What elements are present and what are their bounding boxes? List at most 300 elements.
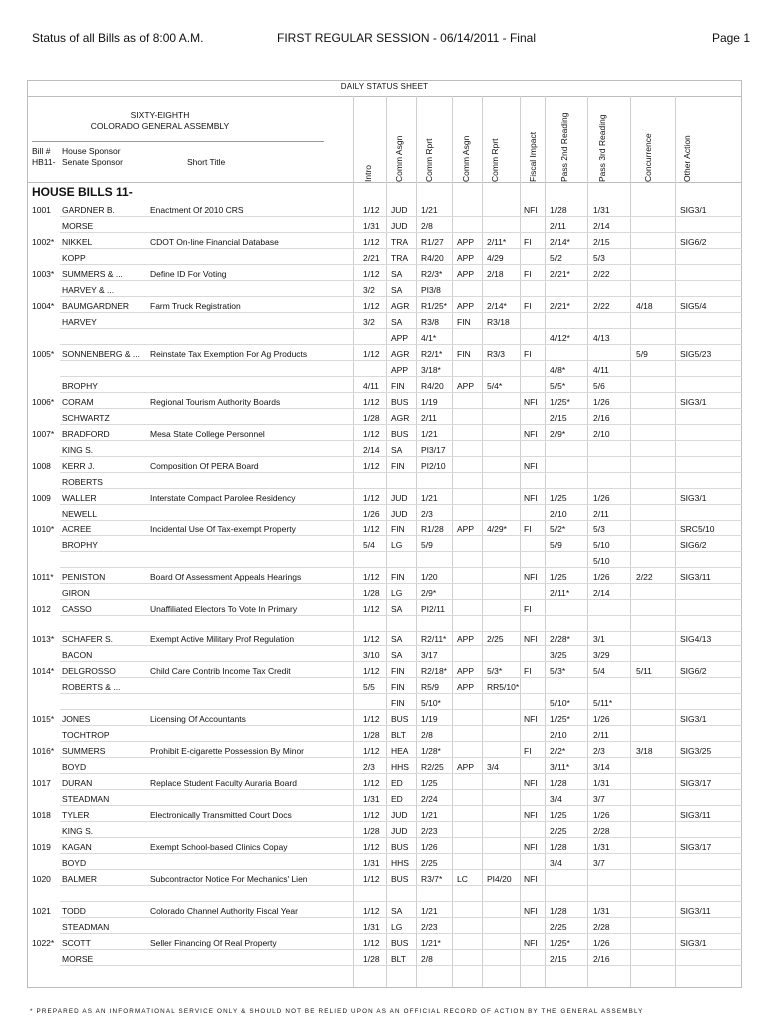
cell-asgn1: FIN [391, 682, 405, 692]
cell-asgn1: JUD [391, 509, 408, 519]
table-row [0, 952, 770, 966]
cell-intro: 1/26 [363, 509, 380, 519]
table-row [0, 491, 770, 505]
cell-other: SIG3/1 [680, 397, 707, 407]
row-divider [60, 232, 742, 233]
cell-intro: 1/12 [363, 301, 380, 311]
row-divider [60, 376, 742, 377]
cell-asgn1: SA [391, 604, 403, 614]
cell-rprt2: 5/3* [487, 666, 503, 676]
header-pass-3rd-reading: Pass 3rd Reading [597, 114, 607, 182]
cell-rprt1: 2/23 [421, 826, 438, 836]
cell-p2: 1/25 [550, 493, 567, 503]
cell-intro: 1/28 [363, 826, 380, 836]
cell-p2: 5/2* [550, 524, 566, 534]
row-divider [60, 312, 742, 313]
cell-rprt1: 1/21 [421, 493, 438, 503]
cell-rprt1: 1/28* [421, 746, 441, 756]
cell-rprt1: 1/21 [421, 429, 438, 439]
cell-asgn1: FIN [391, 461, 405, 471]
cell-asgn1: LG [391, 588, 403, 598]
cell-other: SIG3/1 [680, 714, 707, 724]
cell-p3: 1/31 [593, 205, 610, 215]
cell-asgn1: SA [391, 906, 403, 916]
bill-number-label: Bill # [32, 146, 51, 156]
cell-p2: 5/5* [550, 381, 566, 391]
cell-p2: 3/4 [550, 794, 562, 804]
cell-p2: 3/25 [550, 650, 567, 660]
header-comm-asgn-2: Comm Asgn [461, 135, 471, 182]
cell-rprt1: R4/20 [421, 381, 444, 391]
cell-rprt1: R3/8 [421, 317, 439, 327]
cell-asgn2: APP [457, 666, 475, 676]
cell-rprt1: 2/8 [421, 954, 433, 964]
cell-other: SIG4/13 [680, 634, 712, 644]
disclaimer-footer: * PREPARED AS AN INFORMATIONAL SERVICE ONLY & SHOULD NOT BE RELIED UPON AS AN OFFICIAL RECORD OF ACTION BY THE GENERAL ASSEMBLY [30, 1008, 644, 1015]
cell-asgn1: JUD [391, 493, 408, 503]
cell-conc: 5/9 [636, 349, 648, 359]
cell-asgn1: TRA [391, 253, 408, 263]
row-divider [60, 520, 742, 521]
cell-intro: 1/12 [363, 397, 380, 407]
cell-asgn1: FIN [391, 698, 405, 708]
table-row [0, 808, 770, 822]
cell-asgn1: FIN [391, 524, 405, 534]
cell-p2: 2/11 [550, 221, 566, 231]
cell-asgn1: AGR [391, 349, 410, 359]
cell-sponsor: DURAN [62, 778, 93, 788]
table-row [0, 379, 770, 393]
row-divider [60, 280, 742, 281]
cell-rprt1: 1/21 [421, 205, 438, 215]
cell-bill: 1006* [32, 397, 55, 407]
cell-fi: NFI [524, 429, 538, 439]
cell-rprt1: PI2/10 [421, 461, 446, 471]
header-other-action: Other Action [682, 135, 692, 182]
cell-intro: 4/11 [363, 381, 379, 391]
cell-title: Electronically Transmitted Court Docs [150, 810, 292, 820]
cell-title: Regional Tourism Authority Boards [150, 397, 281, 407]
row-divider [60, 344, 742, 345]
cell-p3: 2/11 [593, 730, 609, 740]
cell-p2: 2/2* [550, 746, 566, 756]
table-row [0, 680, 770, 694]
cell-p3: 4/11 [593, 365, 609, 375]
cell-bill: 1002* [32, 237, 55, 247]
cell-p3: 1/26 [593, 397, 610, 407]
cell-bill: 1021 [32, 906, 51, 916]
cell-bill: 1020 [32, 874, 51, 884]
cell-sponsor: BOYD [62, 762, 87, 772]
row-divider [60, 757, 742, 758]
cell-other: SIG3/1 [680, 493, 707, 503]
cell-p3: 5/10 [593, 556, 610, 566]
cell-other: SIG5/4 [680, 301, 707, 311]
cell-rprt1: R2/1* [421, 349, 443, 359]
cell-p2: 2/15 [550, 413, 567, 423]
row-divider [60, 615, 742, 616]
table-row [0, 251, 770, 265]
cell-sponsor: SUMMERS & ... [62, 269, 123, 279]
cell-sponsor: CORAM [62, 397, 94, 407]
cell-sponsor: GARDNER B. [62, 205, 115, 215]
cell-asgn1: BUS [391, 938, 409, 948]
table-row [0, 696, 770, 710]
cell-p2: 2/25 [550, 922, 567, 932]
cell-asgn2: APP [457, 634, 475, 644]
table-row [0, 856, 770, 870]
cell-bill: 1015* [32, 714, 55, 724]
cell-intro: 3/2 [363, 285, 375, 295]
cell-asgn1: SA [391, 317, 403, 327]
cell-p3: 3/7 [593, 794, 605, 804]
row-divider [60, 933, 742, 934]
cell-sponsor: MORSE [62, 954, 94, 964]
cell-p2: 5/3* [550, 666, 566, 676]
cell-fi: FI [524, 301, 532, 311]
table-row [0, 648, 770, 662]
cell-title: Child Care Contrib Income Tax Credit [150, 666, 291, 676]
cell-bill: 1013* [32, 634, 55, 644]
cell-p2: 2/10 [550, 730, 567, 740]
cell-asgn1: APP [391, 365, 409, 375]
cell-rprt1: PI3/17 [421, 445, 446, 455]
cell-bill: 1014* [32, 666, 55, 676]
cell-title: Define ID For Voting [150, 269, 227, 279]
assembly-name: COLORADO GENERAL ASSEMBLY [90, 121, 230, 131]
cell-sponsor: WALLER [62, 493, 97, 503]
cell-title: Mesa State College Personnel [150, 429, 265, 439]
cell-asgn1: SA [391, 285, 403, 295]
cell-p2: 2/21* [550, 301, 570, 311]
table-row [0, 507, 770, 521]
table-row [0, 203, 770, 217]
cell-sponsor: SONNENBERG & ... [62, 349, 140, 359]
cell-intro: 2/14 [363, 445, 380, 455]
cell-asgn1: TRA [391, 237, 408, 247]
cell-rprt1: 1/21* [421, 938, 441, 948]
row-divider [60, 296, 742, 297]
cell-rprt1: 4/1* [421, 333, 437, 343]
cell-p3: 2/11 [593, 509, 609, 519]
header-comm-rprt-1: Comm Rprt [424, 138, 434, 182]
cell-intro: 1/12 [363, 205, 380, 215]
table-row [0, 395, 770, 409]
cell-rprt1: 1/21 [421, 906, 438, 916]
cell-intro: 1/31 [363, 858, 380, 868]
cell-asgn1: JUD [391, 221, 408, 231]
cell-fi: NFI [524, 810, 538, 820]
header-pass-2nd-reading: Pass 2nd Reading [559, 112, 569, 182]
short-title-label: Short Title [187, 157, 226, 167]
house-sponsor-label: House Sponsor [62, 146, 121, 156]
cell-p2: 1/25 [550, 572, 567, 582]
cell-fi: NFI [524, 906, 538, 916]
cell-other: SIG3/11 [680, 906, 711, 916]
row-divider [60, 677, 742, 678]
cell-p3: 5/11* [593, 698, 613, 708]
table-row [0, 744, 770, 758]
cell-bill: 1005* [32, 349, 55, 359]
cell-p2: 3/11* [550, 762, 570, 772]
cell-asgn1: ED [391, 794, 403, 804]
cell-p2: 1/28 [550, 205, 567, 215]
cell-sponsor: KING S. [62, 445, 94, 455]
cell-bill: 1009 [32, 493, 51, 503]
cell-asgn2: APP [457, 253, 475, 263]
cell-rprt1: R2/18* [421, 666, 447, 676]
cell-fi: NFI [524, 461, 538, 471]
cell-fi: NFI [524, 842, 538, 852]
cell-title: Composition Of PERA Board [150, 461, 259, 471]
cell-asgn1: LG [391, 922, 403, 932]
cell-other: SIG3/11 [680, 572, 711, 582]
cell-sponsor: ROBERTS [62, 477, 103, 487]
cell-rprt1: R1/27 [421, 237, 444, 247]
cell-asgn1: FIN [391, 381, 405, 391]
cell-p2: 2/15 [550, 954, 567, 964]
row-divider [60, 360, 742, 361]
cell-sponsor: STEADMAN [62, 922, 110, 932]
cell-sponsor: CASSO [62, 604, 92, 614]
table-row [0, 602, 770, 616]
cell-asgn1: BUS [391, 397, 409, 407]
cell-intro: 1/12 [363, 493, 380, 503]
cell-asgn1: SA [391, 269, 403, 279]
row-divider [60, 551, 742, 552]
cell-p2: 2/14* [550, 237, 570, 247]
cell-sponsor: ACREE [62, 524, 92, 534]
cell-intro: 1/31 [363, 922, 380, 932]
cell-rprt2: 2/11* [487, 237, 507, 247]
row-divider [60, 853, 742, 854]
row-divider [60, 885, 742, 886]
cell-title: Exempt Active Military Prof Regulation [150, 634, 295, 644]
cell-other: SIG5/23 [680, 349, 712, 359]
cell-asgn1: HEA [391, 746, 409, 756]
cell-fi: FI [524, 746, 532, 756]
cell-title: Exempt School-based Clinics Copay [150, 842, 288, 852]
cell-other: SRC5/10 [680, 524, 715, 534]
cell-p3: 1/26 [593, 810, 610, 820]
cell-p2: 4/8* [550, 365, 566, 375]
row-divider [60, 837, 742, 838]
cell-intro: 1/12 [363, 666, 380, 676]
row-divider [60, 488, 742, 489]
cell-conc: 3/18 [636, 746, 653, 756]
table-row [0, 888, 770, 902]
row-divider [60, 328, 742, 329]
row-divider [60, 567, 742, 568]
cell-rprt1: 1/19 [421, 714, 438, 724]
cell-p2: 2/25 [550, 826, 567, 836]
cell-intro: 1/31 [363, 221, 380, 231]
cell-bill: 1016* [32, 746, 55, 756]
cell-rprt2: R3/3 [487, 349, 505, 359]
table-row [0, 586, 770, 600]
cell-p3: 3/7 [593, 858, 605, 868]
cell-intro: 1/12 [363, 349, 380, 359]
cell-title: Prohibit E-cigarette Possession By Minor [150, 746, 305, 756]
table-row [0, 315, 770, 329]
cell-title: Licensing Of Accountants [150, 714, 246, 724]
row-divider [60, 408, 742, 409]
cell-p3: 5/3 [593, 524, 605, 534]
table-row [0, 522, 770, 536]
table-row [0, 331, 770, 345]
cell-rprt1: R3/7* [421, 874, 443, 884]
cell-p3: 4/13 [593, 333, 610, 343]
cell-p3: 1/26 [593, 493, 610, 503]
table-row [0, 427, 770, 441]
cell-rprt1: 3/17 [421, 650, 438, 660]
cell-asgn1: BUS [391, 429, 409, 439]
cell-rprt1: R5/9 [421, 682, 439, 692]
cell-intro: 3/2 [363, 317, 375, 327]
cell-p3: 3/29 [593, 650, 610, 660]
cell-sponsor: MORSE [62, 221, 94, 231]
cell-sponsor: SCHWARTZ [62, 413, 110, 423]
cell-sponsor: BROPHY [62, 381, 98, 391]
cell-p3: 2/22 [593, 269, 610, 279]
cell-rprt1: PI3/8 [421, 285, 441, 295]
row-divider [60, 392, 742, 393]
cell-p2: 3/4 [550, 858, 562, 868]
cell-title: Interstate Compact Parolee Residency [150, 493, 296, 503]
table-row [0, 219, 770, 233]
cell-fi: NFI [524, 634, 538, 644]
cell-p3: 1/26 [593, 938, 610, 948]
table-row [0, 728, 770, 742]
sheet-title: DAILY STATUS SHEET [340, 82, 429, 91]
cell-p2: 2/21* [550, 269, 570, 279]
cell-sponsor: TOCHTROP [62, 730, 110, 740]
cell-intro: 1/12 [363, 778, 380, 788]
cell-rprt2: RR5/10* [487, 682, 520, 692]
cell-bill: 1018 [32, 810, 51, 820]
cell-intro: 1/12 [363, 572, 380, 582]
cell-sponsor: NIKKEL [62, 237, 93, 247]
row-divider [60, 773, 742, 774]
cell-p2: 1/25* [550, 938, 570, 948]
cell-asgn2: APP [457, 524, 475, 534]
cell-conc: 5/11 [636, 666, 652, 676]
row-divider [60, 583, 742, 584]
row-divider [60, 869, 742, 870]
page-number: Page 1 [711, 31, 750, 45]
cell-p3: 1/31 [593, 842, 610, 852]
row-divider [60, 216, 742, 217]
cell-p3: 2/10 [593, 429, 610, 439]
cell-p2: 4/12* [550, 333, 570, 343]
cell-other: SIG3/25 [680, 746, 712, 756]
cell-fi: NFI [524, 493, 538, 503]
cell-rprt1: 1/21 [421, 810, 438, 820]
cell-rprt1: 1/26 [421, 842, 438, 852]
cell-rprt1: 5/10* [421, 698, 441, 708]
cell-asgn2: APP [457, 269, 475, 279]
cell-asgn1: BUS [391, 842, 409, 852]
cell-p3: 3/1 [593, 634, 605, 644]
cell-asgn1: BUS [391, 874, 409, 884]
report-status-time: Status of all Bills as of 8:00 A.M. [32, 31, 204, 45]
cell-fi: FI [524, 349, 532, 359]
table-row [0, 475, 770, 489]
cell-rprt1: 2/8 [421, 221, 433, 231]
cell-rprt2: 2/14* [487, 301, 507, 311]
table-row [0, 554, 770, 568]
cell-sponsor: SCHAFER S. [62, 634, 114, 644]
table-row [0, 538, 770, 552]
cell-title: Unaffiliated Electors To Vote In Primary [150, 604, 298, 614]
cell-p2: 5/9 [550, 540, 562, 550]
table-row [0, 459, 770, 473]
table-row [0, 776, 770, 790]
cell-asgn1: HHS [391, 858, 409, 868]
cell-asgn1: FIN [391, 572, 405, 582]
table-row [0, 632, 770, 646]
cell-p3: 2/28 [593, 922, 610, 932]
cell-rprt1: 2/9* [421, 588, 437, 598]
table-row [0, 347, 770, 361]
cell-asgn2: FIN [457, 349, 471, 359]
cell-other: SIG3/17 [680, 842, 712, 852]
session-title: FIRST REGULAR SESSION - 06/14/2011 - Final [277, 31, 536, 45]
cell-rprt1: R2/3* [421, 269, 443, 279]
cell-p2: 1/25* [550, 714, 570, 724]
cell-intro: 1/28 [363, 413, 380, 423]
cell-intro: 2/3 [363, 762, 375, 772]
cell-intro: 1/12 [363, 874, 380, 884]
header-fiscal-impact: Fiscal Impact [528, 131, 538, 182]
row-divider [60, 645, 742, 646]
cell-other: SIG3/1 [680, 938, 707, 948]
cell-title: Colorado Channel Authority Fiscal Year [150, 906, 298, 916]
cell-p3: 1/26 [593, 572, 610, 582]
cell-sponsor: SCOTT [62, 938, 91, 948]
cell-rprt1: R4/20 [421, 253, 444, 263]
header-concurrence: Concurrence [643, 133, 653, 182]
cell-bill: 1012 [32, 604, 51, 614]
cell-rprt1: 5/9 [421, 540, 433, 550]
cell-p3: 2/14 [593, 221, 610, 231]
cell-intro: 1/12 [363, 524, 380, 534]
cell-p2: 5/10* [550, 698, 570, 708]
cell-asgn2: APP [457, 682, 475, 692]
cell-p2: 1/28 [550, 778, 567, 788]
cell-title: Farm Truck Registration [150, 301, 241, 311]
table-row [0, 411, 770, 425]
cell-intro: 1/28 [363, 730, 380, 740]
cell-asgn2: LC [457, 874, 468, 884]
cell-sponsor: BOYD [62, 858, 87, 868]
cell-p3: 2/3 [593, 746, 605, 756]
cell-p2: 1/25 [550, 810, 567, 820]
cell-sponsor: KOPP [62, 253, 86, 263]
cell-intro: 2/21 [363, 253, 380, 263]
cell-sponsor: BROPHY [62, 540, 98, 550]
cell-asgn2: APP [457, 762, 475, 772]
cell-sponsor: HARVEY [62, 317, 97, 327]
cell-bill: 1007* [32, 429, 55, 439]
table-row [0, 235, 770, 249]
table-row [0, 840, 770, 854]
cell-rprt1: 2/25 [421, 858, 438, 868]
cell-sponsor: BALMER [62, 874, 97, 884]
cell-p3: 2/16 [593, 413, 610, 423]
cell-asgn2: APP [457, 381, 475, 391]
cell-title: Seller Financing Of Real Property [150, 938, 277, 948]
